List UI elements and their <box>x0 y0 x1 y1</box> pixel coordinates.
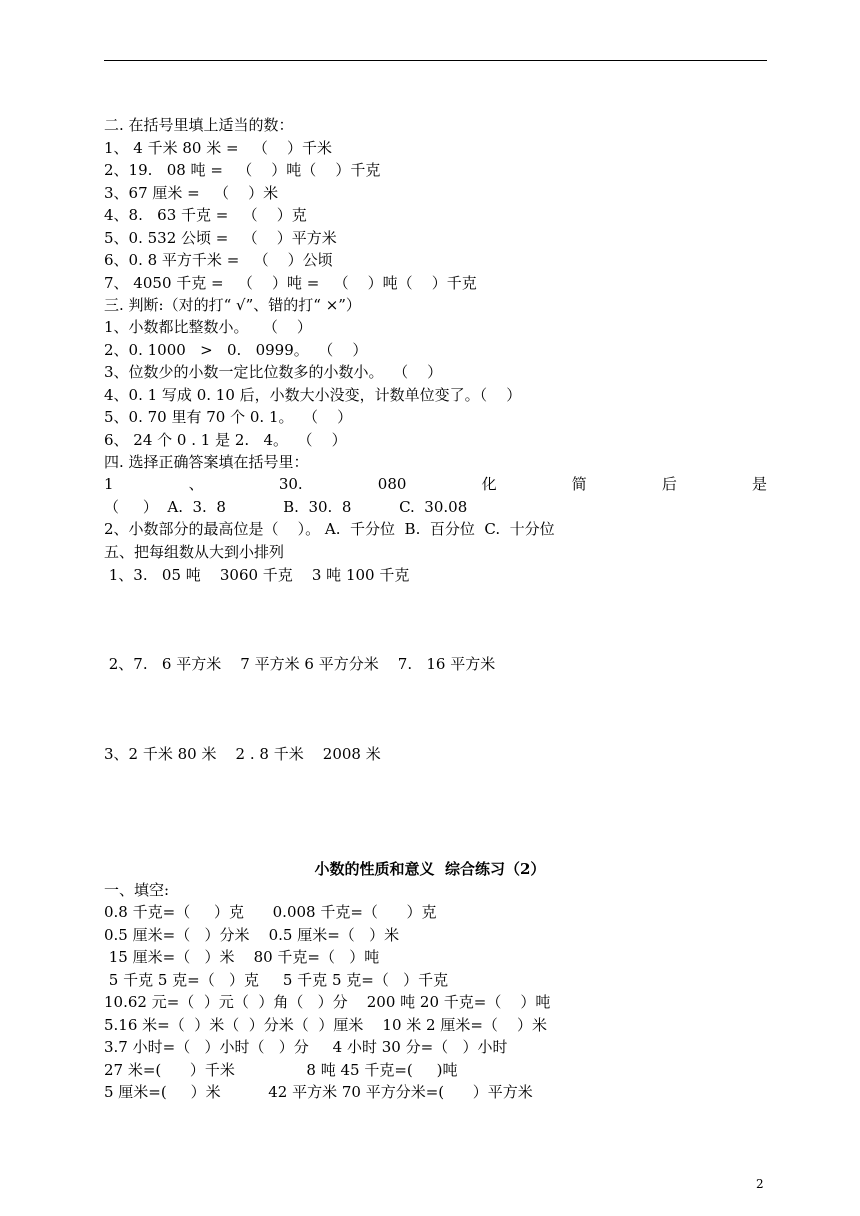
part2-item-4: 5 千克 5 克=（ ）克 5 千克 5 克=（ ）千克 <box>104 971 449 989</box>
part2-item-9: 5 厘米=( ）米 42 平方米 70 平方分米=( ）平方米 <box>104 1083 533 1101</box>
section4-question-2: 2、小数部分的最高位是（ ）。 A. 千分位 B. 百分位 C. 十分位 <box>104 520 555 538</box>
section3-item-1: 1、小数都比整数小。 （ ） <box>104 318 312 336</box>
section3-item-4: 4、0. 1 写成 0. 10 后，小数大小没变，计数单位变了。（ ） <box>104 386 522 404</box>
section5-item-2: 2、7. 6 平方米 7 平方米 6 平方分米 7. 16 平方米 <box>104 655 496 673</box>
part2-item-3: 15 厘米=（ ）米 80 千克=（ ）吨 <box>104 948 380 966</box>
section5-heading: 五、把每组数从大到小排列 <box>104 543 285 561</box>
section3-item-2: 2、0. 1000 > 0. 0999。 （ ） <box>104 341 368 359</box>
section2-item-7: 7、 4050 千克 = （ ）吨 = （ ）吨（ ）千克 <box>104 274 477 292</box>
section5-item-1: 1、3. 05 吨 3060 千克 3 吨 100 千克 <box>104 566 410 584</box>
part2-item-8: 27 米=( ）千米 8 吨 45 千克=( )吨 <box>104 1061 458 1079</box>
section3-heading: 三. 判断:（对的打“ √”、错的打“ ×”） <box>104 296 361 314</box>
part2-heading: 一、填空: <box>104 881 170 899</box>
page-number: 2 <box>756 1177 764 1191</box>
part2-item-5: 10.62 元=（ ）元（ ）角（ ）分 200 吨 20 千克=（ ）吨 <box>104 993 551 1011</box>
section5-item-3: 3、2 千米 80 米 2 . 8 千米 2008 米 <box>104 745 381 763</box>
q1-token: 、 <box>188 475 204 493</box>
part2-item-2: 0.5 厘米=（ ）分米 0.5 厘米=（ ）米 <box>104 926 400 944</box>
section4-heading: 四. 选择正确答案填在括号里： <box>104 453 309 471</box>
part2-item-6: 5.16 米=（ ）米（ ）分米（ ）厘米 10 米 2 厘米=（ ）米 <box>104 1016 547 1034</box>
q1-token: 化 <box>481 475 497 493</box>
section4-question-1-options: （ ） A. 3. 8 B. 30. 8 C. 30.08 <box>104 498 468 516</box>
part2-item-7: 3.7 小时=（ ）小时（ ）分 4 小时 30 分=（ ）小时 <box>104 1038 508 1056</box>
section2-item-4: 4、8. 63 千克 = （ ）克 <box>104 206 307 224</box>
section3-item-6: 6、 24 个 0 . 1 是 2. 4。 （ ） <box>104 431 347 449</box>
q1-token: 080 <box>377 475 407 493</box>
section4-question-1 <box>104 474 767 494</box>
q1-token: 后 <box>661 475 677 493</box>
section2-item-2: 2、19. 08 吨 = （ ）吨（ ）千克 <box>104 161 381 179</box>
q1-token: 30. <box>278 475 303 493</box>
section2-heading: 二. 在括号里填上适当的数： <box>104 116 294 134</box>
section3-item-3: 3、位数少的小数一定比位数多的小数小。 （ ） <box>104 363 443 381</box>
part2-item-1: 0.8 千克=（ ）克 0.008 千克=（ ）克 <box>104 903 437 921</box>
q1-token: 是 <box>751 475 767 493</box>
exercise-title: 小数的性质和意义 综合练习（2） <box>314 860 546 878</box>
section2-item-1: 1、 4 千米 80 米 = （ ）千米 <box>104 139 332 157</box>
section2-item-5: 5、0. 532 公顷 = （ ）平方米 <box>104 229 337 247</box>
q1-token: 简 <box>571 475 587 493</box>
header-rule <box>104 60 767 61</box>
section2-item-6: 6、0. 8 平方千米 = （ ）公顷 <box>104 251 333 269</box>
section2-item-3: 3、67 厘米 = （ ）米 <box>104 184 279 202</box>
section3-item-5: 5、0. 70 里有 70 个 0. 1。 （ ） <box>104 408 353 426</box>
q1-token: 1 <box>104 475 114 493</box>
